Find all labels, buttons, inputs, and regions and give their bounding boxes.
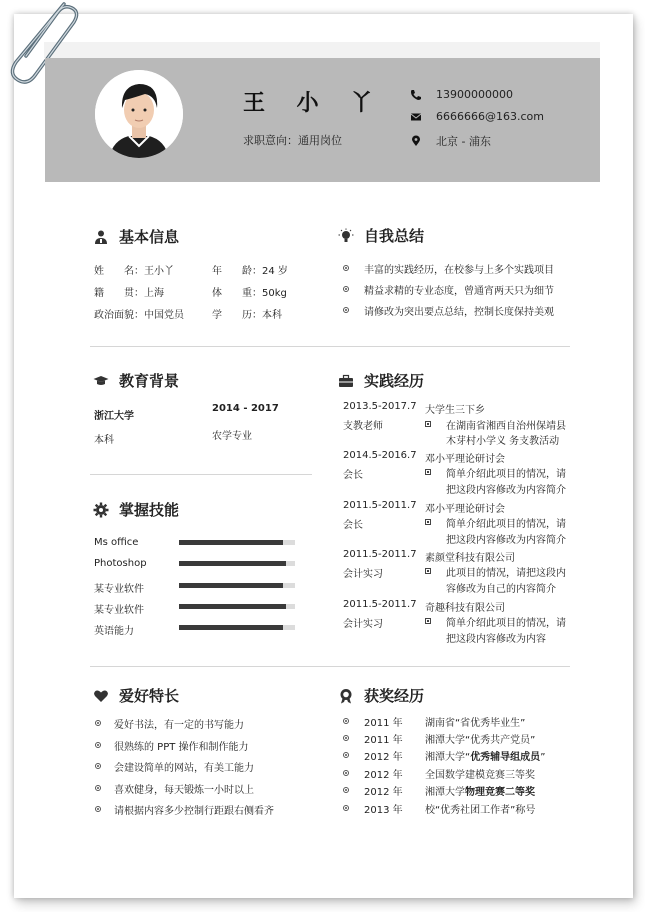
practice-org: 奇趣科技有限公司: [425, 603, 505, 614]
award-text-main: 湘潭大学: [425, 787, 465, 798]
award-text: [425, 748, 545, 763]
practice-date: 2011.5-2011.7: [343, 500, 417, 511]
award-text-bold: 优秀辅导组成员: [470, 752, 541, 763]
section-hobbies: [93, 685, 179, 706]
skill-bar-fill: [179, 540, 283, 545]
award-text-main: 校“优秀社团工作者”称号: [425, 805, 536, 816]
heart-icon: [93, 688, 109, 704]
person-name: 王 小 丫: [243, 91, 385, 116]
bullet-icon: [343, 805, 349, 811]
skill-bar-fill: [179, 604, 286, 609]
user-icon: [93, 229, 109, 245]
contact-location: [410, 133, 491, 149]
summary-item: 丰富的实践经历，在校参与上多个实践项目: [364, 265, 554, 276]
award-text: [425, 766, 535, 781]
award-year: 2012 年: [364, 770, 403, 781]
practice-desc-line1: 简单介绍此项目的情况，请: [446, 618, 566, 629]
basic-row-1-right: 年 龄：24 岁: [212, 266, 288, 277]
practice-date: 2013.5-2017.7: [343, 401, 417, 412]
award-year: 2011 年: [364, 735, 403, 746]
award-text-tail: ”: [540, 752, 546, 763]
practice-org: 大学生三下乡: [425, 405, 485, 416]
bullet-icon: [343, 286, 349, 292]
award-text-main: 湘潭大学“: [425, 752, 471, 763]
practice-desc-line2: 木芽村小学义 务支教活动: [446, 436, 560, 447]
basic-row-2-left: 籍 贯：上海: [94, 288, 164, 299]
award-text-main: 全国数学建模竞赛三等奖: [425, 770, 535, 781]
practice-org: 邓小平理论研讨会: [425, 454, 505, 465]
skill-bar-fill: [179, 561, 286, 566]
skill-bar: [179, 540, 295, 545]
section-skills: [93, 499, 179, 520]
section-education: [93, 370, 179, 391]
bullet-icon: [95, 785, 101, 791]
bullet-icon: [343, 770, 349, 776]
skill-name: 某专业软件: [94, 605, 144, 616]
practice-role: 支教老师: [343, 421, 383, 432]
square-bullet-icon: [425, 618, 431, 624]
section-title: 爱好特长: [119, 687, 180, 705]
hobby-item: 请根据内容多少控制行距跟右侧看齐: [114, 806, 274, 817]
award-year: 2012 年: [364, 752, 403, 763]
award-year: 2011 年: [364, 718, 403, 729]
summary-item: 请修改为突出要点总结，控制长度保持美观: [364, 307, 554, 318]
skill-name: 某专业软件: [94, 584, 144, 595]
skill-bar: [179, 561, 295, 566]
practice-date: 2014.5-2016.7: [343, 450, 417, 461]
practice-date: 2011.5-2011.7: [343, 599, 417, 610]
lightbulb-icon: [338, 228, 354, 244]
skill-name: 英语能力: [94, 626, 134, 637]
section-title: 掌握技能: [119, 501, 180, 519]
award-text-main: 湘潭大学“优秀共产党员”: [425, 735, 536, 746]
phone-icon: [410, 89, 422, 101]
practice-org: 素颜堂科技有限公司: [425, 553, 515, 564]
practice-desc-line2: 把这段内容修改为内容简介: [446, 485, 566, 496]
section-title: 获奖经历: [364, 687, 425, 705]
gear-icon: [93, 502, 109, 518]
bullet-icon: [95, 742, 101, 748]
skill-bar-fill: [179, 625, 283, 630]
practice-desc-line1: 简单介绍此项目的情况，请: [446, 519, 566, 530]
award-text: [425, 783, 535, 798]
basic-row-1-left: 姓 名：王小丫: [94, 266, 174, 277]
bullet-icon: [343, 735, 349, 741]
bullet-icon: [343, 787, 349, 793]
section-title: 自我总结: [364, 227, 425, 245]
skill-bar: [179, 604, 295, 609]
bullet-icon: [343, 265, 349, 271]
divider: [90, 346, 570, 347]
practice-desc-line1: 简单介绍此项目的情况，请: [446, 469, 566, 480]
square-bullet-icon: [425, 421, 431, 427]
practice-role: 会计实习: [343, 619, 383, 630]
award-text-bold: 物理竞赛二等奖: [465, 787, 535, 798]
avatar: [95, 70, 183, 158]
practice-date: 2011.5-2011.7: [343, 549, 417, 560]
graduation-cap-icon: [93, 373, 109, 389]
basic-row-2-right: 体 重：50kg: [212, 288, 287, 299]
skill-bar: [179, 625, 295, 630]
practice-desc-line2: 容修改为自己的内容简介: [446, 584, 556, 595]
square-bullet-icon: [425, 469, 431, 475]
bullet-icon: [343, 718, 349, 724]
edu-degree: 本科: [94, 435, 114, 446]
practice-role: 会计实习: [343, 569, 383, 580]
square-bullet-icon: [425, 568, 431, 574]
section-awards: [338, 685, 424, 706]
divider: [90, 474, 312, 475]
practice-role: 会长: [343, 520, 363, 531]
email-text: 6666666@163.com: [436, 110, 544, 123]
square-bullet-icon: [425, 519, 431, 525]
award-text-main: 湖南省“省优秀毕业生”: [425, 718, 526, 729]
edu-period: 2014 - 2017: [212, 403, 279, 414]
edu-school: 浙江大学: [94, 411, 134, 422]
skill-bar-fill: [179, 583, 283, 588]
contact-phone: [410, 88, 513, 101]
award-text: [425, 801, 535, 816]
bullet-icon: [343, 752, 349, 758]
award-text: [425, 731, 535, 746]
section-title: 基本信息: [119, 228, 180, 246]
section-title: 实践经历: [364, 372, 425, 390]
hobby-item: 很熟练的 PPT 操作和制作能力: [114, 742, 249, 753]
briefcase-icon: [338, 373, 354, 389]
award-year: 2012 年: [364, 787, 403, 798]
job-intent: 求职意向：通用岗位: [243, 134, 342, 147]
practice-desc-line2: 把这段内容修改为内容简介: [446, 535, 566, 546]
section-summary: [338, 225, 424, 246]
summary-item: 精益求精的专业态度，曾通宵两天只为细节: [364, 286, 554, 297]
section-basic-info: [93, 226, 179, 247]
practice-org: 邓小平理论研讨会: [425, 504, 505, 515]
skill-bar: [179, 583, 295, 588]
basic-row-3-right: 学 历：本科: [212, 310, 282, 321]
award-year: 2013 年: [364, 805, 403, 816]
practice-desc-line2: 把这段内容修改为内容: [446, 634, 546, 645]
bullet-icon: [95, 763, 101, 769]
top-strip: [44, 42, 600, 58]
section-practice: [338, 370, 424, 391]
practice-role: 会长: [343, 470, 363, 481]
hobby-item: 喜欢健身，每天锻炼一小时以上: [114, 785, 254, 796]
award-text: [425, 714, 525, 729]
skill-name: Photoshop: [94, 558, 147, 569]
bullet-icon: [95, 806, 101, 812]
divider: [90, 666, 570, 667]
basic-row-3-left: 政治面貌：中国党员: [94, 310, 184, 321]
practice-desc-line1: 在湖南省湘西自治州保靖县: [446, 421, 566, 432]
mail-icon: [410, 111, 422, 123]
location-text: 北京 - 浦东: [436, 135, 491, 148]
medal-icon: [338, 688, 354, 704]
practice-desc-line1: 此项目的情况，请把这段内: [446, 568, 566, 579]
section-title: 教育背景: [119, 372, 180, 390]
contact-email: [410, 110, 544, 123]
edu-major: 农学专业: [212, 431, 252, 442]
bullet-icon: [95, 720, 101, 726]
hobby-item: 会建设简单的网站，有美工能力: [114, 763, 254, 774]
skill-name: Ms office: [94, 537, 139, 548]
bullet-icon: [343, 307, 349, 313]
hobby-item: 爱好书法，有一定的书写能力: [114, 720, 244, 731]
phone-text: 13900000000: [436, 88, 513, 101]
location-pin-icon: [410, 135, 422, 147]
